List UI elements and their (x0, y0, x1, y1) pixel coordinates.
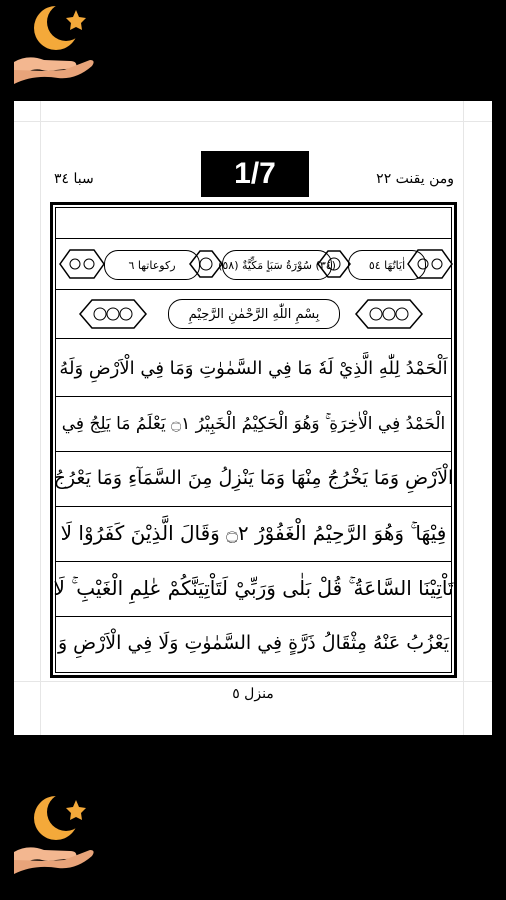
verse-line: الْحَمْدُ فِي الْاٰخِرَةِ ۚ وَهُوَ الْحَكِيْمُ الْخَبِيْرُ ۝١ يَعْلَمُ مَا يَلِجُ فِي (61, 413, 446, 434)
ayat-cartouche: اٰيَاتُهَا ٥٤ (348, 250, 426, 280)
ornament-right (406, 247, 454, 281)
guide-line (14, 681, 492, 682)
ornament-bismillah-left (78, 297, 148, 331)
crescent-hand-icon (10, 792, 100, 882)
bismillah-cartouche: بِسْمِ اللّٰهِ الرَّحْمٰنِ الرَّحِيْمِ (168, 299, 340, 329)
verse-line: الْاَرْضِ وَمَا يَخْرُجُ مِنْهَا وَمَا يَنْزِلُ مِنَ السَّمَآءِ وَمَا يَعْرُجُ (53, 467, 454, 489)
guide-line (40, 101, 41, 735)
quran-page[interactable] (14, 101, 492, 735)
app-logo-bottom (10, 792, 100, 882)
rukus-cartouche: ركوعاتها ٦ (104, 250, 200, 280)
app-logo-top (10, 2, 100, 92)
surah-title-row (56, 239, 451, 290)
ornament-bismillah-right (354, 297, 424, 331)
crescent-hand-icon (10, 2, 100, 92)
bismillah-row (56, 290, 451, 339)
guide-line (463, 101, 464, 735)
text-frame (50, 202, 457, 678)
verse-line: يَعْزُبُ عَنْهُ مِثْقَالُ ذَرَّةٍ فِي السَّمٰوٰتِ وَلَا فِي الْاَرْضِ وَ (57, 632, 450, 654)
verse-line: فِيْهَا ۚ وَهُوَ الرَّحِيْمُ الْغَفُوْرُ ۝٢ وَقَالَ الَّذِيْنَ كَفَرُوْا لَا (60, 521, 447, 545)
juz-name-header: ومن يقنت ٢٢ (376, 171, 454, 187)
ornament-left (58, 247, 106, 281)
top-band (56, 208, 451, 239)
page-counter: 1/7 (201, 151, 309, 197)
verse-line: اَلْحَمْدُ لِلّٰهِ الَّذِيْ لَهٗ مَا فِي السَّمٰوٰتِ وَمَا فِي الْاَرْضِ وَلَهُ (59, 357, 448, 379)
guide-line (14, 121, 492, 122)
surah-name-cartouche: (٣٤) سُوْرَةُ سَبَاٍ مَكِّيَّةٌ (٥٨) (222, 250, 332, 280)
surah-name-header: سبا ٣٤ (54, 171, 94, 187)
verse-line: تَاْتِيْنَا السَّاعَةُ ۚ قُلْ بَلٰى وَرَبِّيْ لَتَاْتِيَنَّكُمْ عٰلِمِ الْغَيْبِ ۚ لَا (53, 576, 454, 600)
manzil-footer: منزل ٥ (232, 686, 274, 702)
